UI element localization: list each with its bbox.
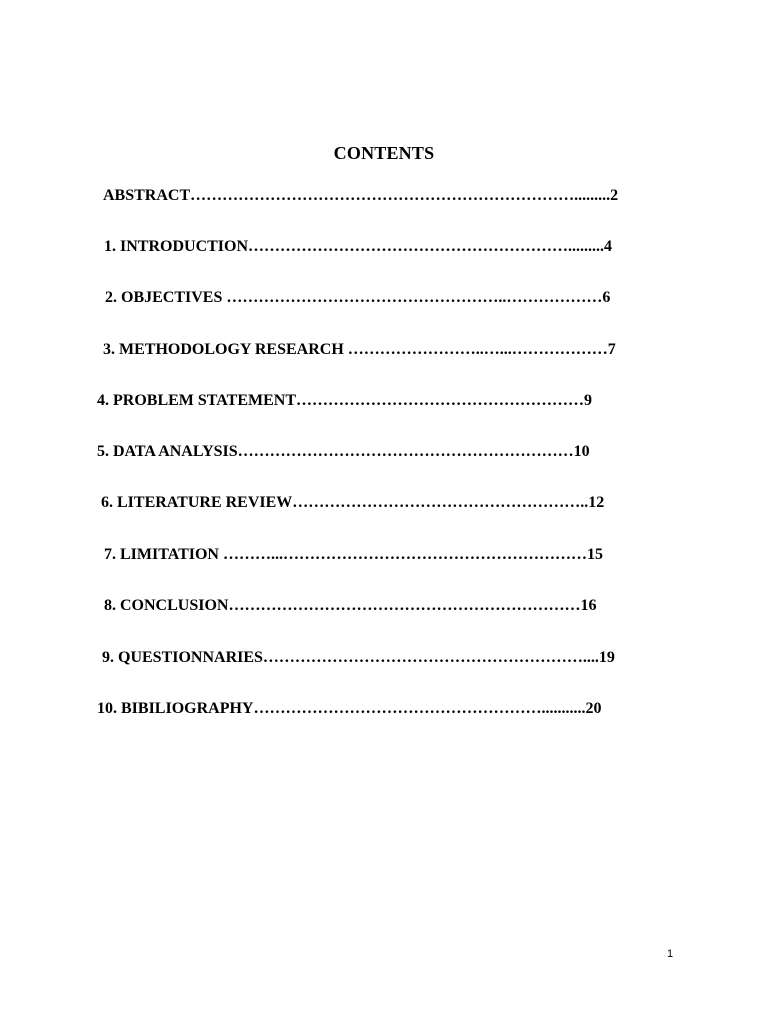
toc-entry-literature-review: 6. LITERATURE REVIEW………………………………………………..12 (101, 494, 605, 511)
toc-entry-bibiliography: 10. BIBILIOGRAPHY………………………………………………...........20 (97, 700, 602, 717)
toc-entry-abstract: ABSTRACT……………………………………………………………….........2 (103, 187, 619, 204)
toc-entry-objectives: 2. OBJECTIVES ……………………………………………..………………6 (105, 289, 611, 306)
toc-entry-data-analysis: 5. DATA ANALYSIS………………………………………………………10 (97, 443, 590, 460)
toc-entry-problem-statement: 4. PROBLEM STATEMENT………………………………………………9 (97, 392, 592, 409)
page-number: 1 (667, 948, 674, 960)
toc-entry-introduction: 1. INTRODUCTION…………………………………………………….........4 (104, 238, 613, 255)
contents-heading: CONTENTS (333, 143, 435, 163)
toc-entry-questionnaries: 9. QUESTIONNARIES……………………………………………………....19 (102, 649, 615, 666)
toc-entry-limitation: 7. LIMITATION ………...…………………………………………………15 (104, 546, 603, 563)
toc-entry-methodology-research: 3. METHODOLOGY RESEARCH ……………………..…...………………7 (103, 341, 616, 358)
toc-entry-conclusion: 8. CONCLUSION…………………………………………………………16 (104, 597, 597, 614)
